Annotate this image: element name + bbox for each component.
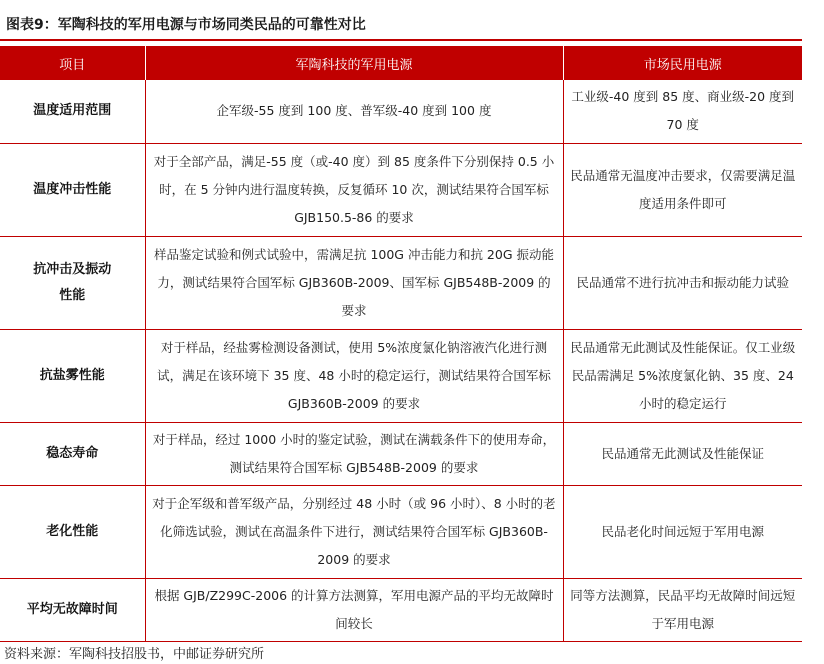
column-header-item: 项目	[0, 46, 145, 80]
row-civil: 民品老化时间远短于军用电源	[563, 485, 802, 578]
figure-title: 图表9：军陶科技的军用电源与市场同类民品的可靠性对比	[6, 17, 366, 33]
row-military: 根据 GJB/Z299C-2006 的计算方法测算，军用电源产品的平均无故障时间较长	[145, 578, 563, 641]
row-item: 稳态寿命	[0, 422, 145, 485]
row-item: 抗冲击及振动性能	[0, 236, 145, 329]
title-rule	[0, 39, 802, 41]
source-note: 资料来源：军陶科技招股书，中邮证券研究所	[4, 647, 265, 662]
column-header-military: 军陶科技的军用电源	[145, 46, 563, 80]
row-item: 平均无故障时间	[0, 578, 145, 641]
row-military: 样品鉴定试验和例式试验中，需满足抗 100G 冲击能力和抗 20G 振动能力，测试结果符合国军标 GJB360B-2009、国军标 GJB548B-2009 的要求	[145, 236, 563, 329]
table-row	[0, 422, 802, 485]
table-row	[0, 143, 802, 236]
table-row	[0, 485, 802, 578]
row-civil: 民品通常无此测试及性能保证。仅工业级民品需满足 5%浓度氯化钠、35 度、24 小时的稳定运行	[563, 329, 802, 422]
row-civil: 工业级-40 度到 85 度、商业级-20 度到 70 度	[563, 80, 802, 143]
row-military: 对于样品，经盐雾检测设备测试，使用 5%浓度氯化钠溶液汽化进行测试，满足在该环境下 35 度、48 小时的稳定运行，测试结果符合国军标 GJB360B-2009 的要求	[145, 329, 563, 422]
row-civil: 民品通常不进行抗冲击和振动能力试验	[563, 236, 802, 329]
table-row	[0, 80, 802, 143]
row-military: 对于样品，经过 1000 小时的鉴定试验，测试在满载条件下的使用寿命，测试结果符合国军标 GJB548B-2009 的要求	[145, 422, 563, 485]
row-military: 对于全部产品，满足-55 度（或-40 度）到 85 度条件下分别保持 0.5 小时，在 5 分钟内进行温度转换，反复循环 10 次，测试结果符合国军标 GJB150.5-86 的要求	[145, 143, 563, 236]
row-item: 老化性能	[0, 485, 145, 578]
row-item: 抗盐雾性能	[0, 329, 145, 422]
column-header-civil: 市场民用电源	[563, 46, 802, 80]
row-item: 温度适用范围	[0, 80, 145, 143]
row-military: 企军级-55 度到 100 度、普军级-40 度到 100 度	[145, 80, 563, 143]
row-item: 温度冲击性能	[0, 143, 145, 236]
row-military: 对于企军级和普军级产品，分别经过 48 小时（或 96 小时）、8 小时的老化筛选试验，测试在高温条件下进行，测试结果符合国军标 GJB360B-2009 的要求	[145, 485, 563, 578]
table-row	[0, 329, 802, 422]
comparison-table	[0, 46, 802, 642]
row-civil: 民品通常无温度冲击要求，仅需要满足温度适用条件即可	[563, 143, 802, 236]
table-row	[0, 578, 802, 641]
table-row	[0, 236, 802, 329]
row-civil: 民品通常无此测试及性能保证	[563, 422, 802, 485]
table-header-row	[0, 46, 802, 80]
row-civil: 同等方法测算，民品平均无故障时间远短于军用电源	[563, 578, 802, 641]
